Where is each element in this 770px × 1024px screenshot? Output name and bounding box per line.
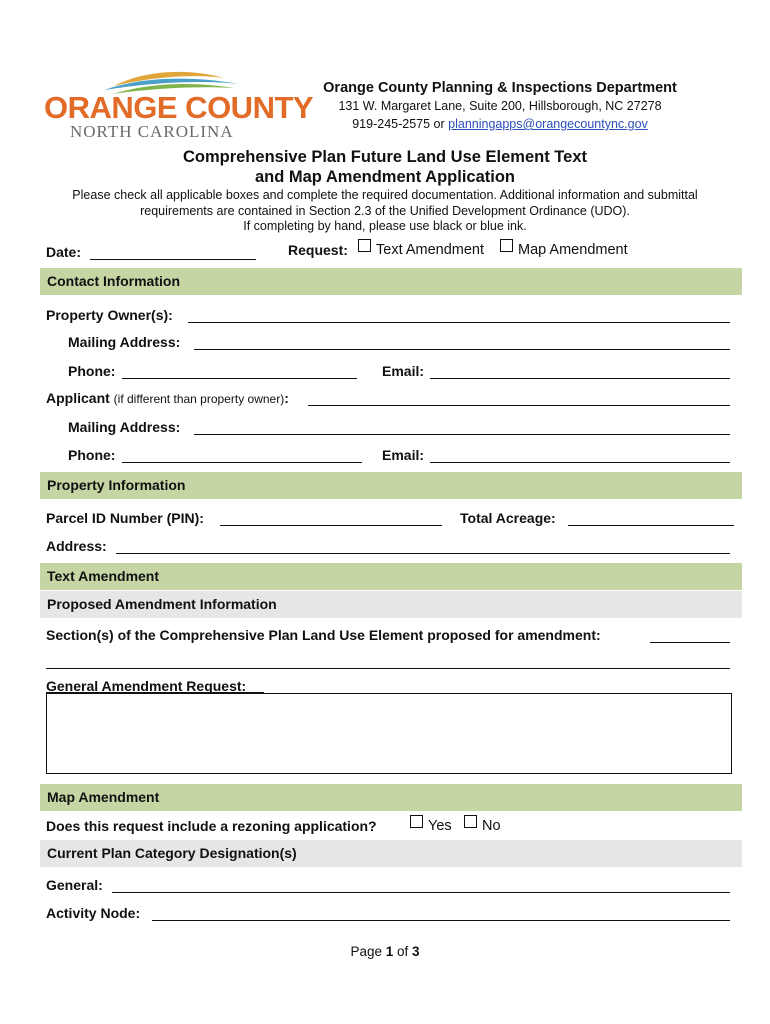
general-category-label: General: xyxy=(46,877,103,893)
general-category-field[interactable] xyxy=(112,892,730,893)
text-amendment-section-header xyxy=(40,563,742,590)
department-email-link[interactable]: planningapps@orangecountync.gov xyxy=(448,117,648,131)
map-amendment-option: Map Amendment xyxy=(518,242,628,258)
department-contact xyxy=(300,117,700,131)
page-total: 3 xyxy=(412,944,420,959)
owner-field[interactable] xyxy=(188,322,730,323)
property-section-header xyxy=(40,472,742,499)
logo-north-carolina: NORTH CAROLINA xyxy=(70,122,234,141)
sections-field-continued[interactable] xyxy=(46,668,730,669)
county-logo xyxy=(44,68,314,141)
acreage-label: Total Acreage: xyxy=(460,510,556,526)
rezoning-question: Does this request include a rezoning application? xyxy=(46,818,377,834)
contact-section-title: Contact Information xyxy=(47,273,180,289)
date-label: Date: xyxy=(46,244,82,260)
current-plan-subheader xyxy=(40,840,742,867)
proposed-amendment-subheader xyxy=(40,591,742,618)
page-prefix: Page xyxy=(350,944,382,959)
proposed-amendment-title: Proposed Amendment Information xyxy=(47,596,277,612)
instructions-line3: If completing by hand, please use black or blue ink. xyxy=(243,219,527,233)
contact-section-header xyxy=(40,268,742,295)
general-request-label: General Amendment Request: xyxy=(46,678,247,694)
rezoning-yes-label: Yes xyxy=(428,818,452,834)
applicant-phone-field[interactable] xyxy=(122,462,362,463)
pin-field[interactable] xyxy=(220,525,442,526)
instructions-line1: Please check all applicable boxes and complete the required documentation. Additional information and submittal xyxy=(72,188,698,202)
department-name: Orange County Planning & Inspections Department xyxy=(323,80,677,96)
applicant-field[interactable] xyxy=(308,405,730,406)
activity-node-label: Activity Node: xyxy=(46,905,141,921)
page-number xyxy=(0,944,770,959)
map-amendment-checkbox[interactable] xyxy=(500,239,513,252)
form-title-line2: and Map Amendment Application xyxy=(254,168,516,186)
owner-email-label: Email: xyxy=(382,363,425,379)
applicant-phone-label: Phone: xyxy=(68,447,116,463)
current-plan-title: Current Plan Category Designation(s) xyxy=(47,845,297,861)
applicant-note: (if different than property owner) xyxy=(113,392,285,406)
property-section-title: Property Information xyxy=(47,477,186,493)
applicant-colon: : xyxy=(284,390,289,406)
department-address: 131 W. Margaret Lane, Suite 200, Hillsborough, NC 27278 xyxy=(338,99,662,113)
applicant-email-label: Email: xyxy=(382,447,425,463)
map-amendment-section-header xyxy=(40,784,742,811)
rezoning-yes-checkbox[interactable] xyxy=(410,815,423,828)
map-amendment-section-title: Map Amendment xyxy=(47,789,160,805)
activity-node-field[interactable] xyxy=(152,920,730,921)
sections-field[interactable] xyxy=(650,642,730,643)
applicant-mailing-field[interactable] xyxy=(194,434,730,435)
text-amendment-section-title: Text Amendment xyxy=(47,568,160,584)
owner-phone-field[interactable] xyxy=(122,378,357,379)
instructions-line2: requirements are contained in Section 2.3 of the Unified Development Ordinance (UDO). xyxy=(140,203,630,218)
applicant-email-field[interactable] xyxy=(430,462,730,463)
general-request-textarea[interactable] xyxy=(46,693,732,774)
property-address-label: Address: xyxy=(46,538,107,554)
pin-label: Parcel ID Number (PIN): xyxy=(46,510,204,526)
owner-mailing-field[interactable] xyxy=(194,349,730,350)
applicant-label-text: Applicant xyxy=(46,390,110,406)
page-of: of xyxy=(397,944,409,959)
owner-phone-label: Phone: xyxy=(68,363,116,379)
owner-email-field[interactable] xyxy=(430,378,730,379)
form-title-line1: Comprehensive Plan Future Land Use Element Text xyxy=(182,148,588,166)
date-field[interactable] xyxy=(90,259,256,260)
rezoning-no-checkbox[interactable] xyxy=(464,815,477,828)
applicant-label xyxy=(46,390,289,406)
sections-label: Section(s) of the Comprehensive Plan Land Use Element proposed for amendment: xyxy=(46,627,601,643)
department-phone: 919-245-2575 or xyxy=(352,117,445,131)
instructions xyxy=(40,188,730,235)
logo-orange-county: ORANGE COUNTY xyxy=(44,90,314,125)
rezoning-no-label: No xyxy=(482,818,501,834)
acreage-field[interactable] xyxy=(568,525,734,526)
owner-label: Property Owner(s): xyxy=(46,307,173,323)
request-label: Request: xyxy=(288,242,348,258)
owner-mailing-label: Mailing Address: xyxy=(68,334,181,350)
applicant-mailing-label: Mailing Address: xyxy=(68,419,181,435)
page-current: 1 xyxy=(385,944,394,959)
text-amendment-option: Text Amendment xyxy=(376,242,484,258)
property-address-field[interactable] xyxy=(116,553,730,554)
text-amendment-checkbox[interactable] xyxy=(358,239,371,252)
